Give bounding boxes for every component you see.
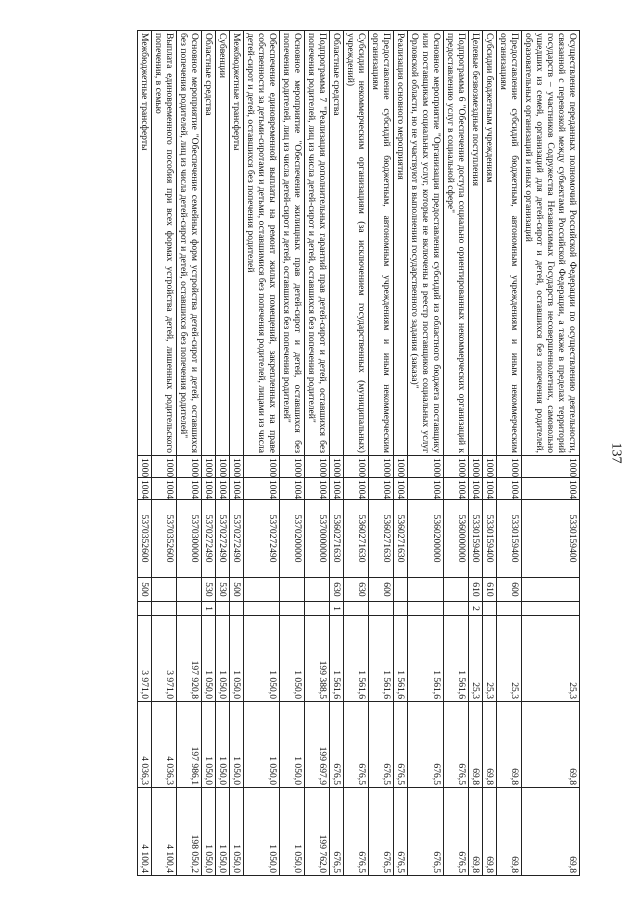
- subsection-code: 1004: [216, 478, 230, 500]
- amount-year-3: 676,5: [369, 788, 394, 876]
- row-name: Межбюджетные трансферты: [230, 31, 244, 456]
- target-article-code: 5360271630: [369, 500, 394, 578]
- expense-type-code: 500: [230, 578, 244, 602]
- table-row: [152, 31, 177, 876]
- target-article-code: 5330159400: [522, 500, 580, 578]
- source-code: [344, 602, 369, 616]
- amount-year-2: 69,8: [497, 702, 522, 788]
- rotated-table-container: [70, 30, 580, 875]
- target-article-code: 5370000000: [305, 500, 330, 578]
- target-article-code: 5330159400: [469, 500, 483, 578]
- target-article-code: 5360271630: [330, 500, 344, 578]
- section-code: 1000: [280, 456, 305, 478]
- table-row: [469, 31, 483, 876]
- subsection-code: 1004: [330, 478, 344, 500]
- expense-type-code: 630: [330, 578, 344, 602]
- expense-type-code: 530: [202, 578, 216, 602]
- amount-year-3: 4 100,4: [138, 788, 152, 876]
- subsection-code: 1004: [138, 478, 152, 500]
- expense-type-code: [522, 578, 580, 602]
- source-code: [152, 602, 177, 616]
- amount-year-3: 676,5: [330, 788, 344, 876]
- amount-year-1: 25,3: [469, 616, 483, 702]
- row-name: Межбюджетные трансферты: [138, 31, 152, 456]
- source-code: 2: [469, 602, 483, 616]
- section-code: 1000: [369, 456, 394, 478]
- amount-year-3: 1 050,0: [230, 788, 244, 876]
- source-code: 1: [330, 602, 344, 616]
- target-article-code: 5370272490: [202, 500, 216, 578]
- source-code: [230, 602, 244, 616]
- amount-year-3: 4 100,4: [152, 788, 177, 876]
- row-name: Субсидии бюджетным учреждениям: [483, 31, 497, 456]
- expense-type-code: 610: [483, 578, 497, 602]
- amount-year-1: 25,3: [497, 616, 522, 702]
- amount-year-3: 69,8: [469, 788, 483, 876]
- expense-type-code: 610: [469, 578, 483, 602]
- budget-table-body: [138, 31, 580, 876]
- amount-year-2: 4 036,3: [138, 702, 152, 788]
- amount-year-1: 1 561,6: [394, 616, 408, 702]
- subsection-code: 1004: [469, 478, 483, 500]
- table-row: [444, 31, 469, 876]
- row-name: Осуществление переданных полномочий Российской Федерации по осуществлению деятельности, связанной с перевозкой между субъектами Российской Федерации, а также в пределах территорий государств – участников Содружества Независимых Государств несовершеннолетних, самовольно ушедших из семей, организаций для детей-сирот и детей, оставшихся без попечения родителей, образовательных организаций и иных организаций: [522, 31, 580, 456]
- section-code: 1000: [138, 456, 152, 478]
- section-code: 1000: [305, 456, 330, 478]
- section-code: 1000: [230, 456, 244, 478]
- row-name: Реализация основного мероприятия: [394, 31, 408, 456]
- expense-type-code: [152, 578, 177, 602]
- budget-table: [137, 30, 580, 876]
- section-code: 1000: [522, 456, 580, 478]
- subsection-code: 1004: [152, 478, 177, 500]
- table-row: [216, 31, 230, 876]
- amount-year-1: 1 050,0: [280, 616, 305, 702]
- section-code: 1000: [216, 456, 230, 478]
- source-code: 1: [202, 602, 216, 616]
- amount-year-2: 197 986,1: [177, 702, 202, 788]
- expense-type-code: 600: [497, 578, 522, 602]
- amount-year-1: 3 971,0: [152, 616, 177, 702]
- table-row: [394, 31, 408, 876]
- table-row: [305, 31, 330, 876]
- target-article-code: 5370352600: [152, 500, 177, 578]
- source-code: [483, 602, 497, 616]
- source-code: [280, 602, 305, 616]
- table-row: [138, 31, 152, 876]
- amount-year-2: 1 050,0: [202, 702, 216, 788]
- amount-year-1: 1 561,6: [330, 616, 344, 702]
- amount-year-2: 199 697,9: [305, 702, 330, 788]
- target-article-code: 5370272490: [244, 500, 280, 578]
- section-code: 1000: [152, 456, 177, 478]
- source-code: [138, 602, 152, 616]
- amount-year-2: 676,5: [369, 702, 394, 788]
- source-code: [177, 602, 202, 616]
- amount-year-3: 1 050,0: [280, 788, 305, 876]
- amount-year-1: 1 050,0: [216, 616, 230, 702]
- amount-year-3: 1 050,0: [202, 788, 216, 876]
- table-row: [330, 31, 344, 876]
- row-name: Подпрограмма 7 "Реализация дополнительных гарантий прав детей-сирот и детей, оставшихся без попечения родителей, лиц из числа детей-сирот и детей, оставшихся без попечения родителей": [305, 31, 330, 456]
- source-code: [497, 602, 522, 616]
- section-code: 1000: [344, 456, 369, 478]
- table-row: [344, 31, 369, 876]
- row-name: Предоставление субсидий бюджетным, автономным учреждениям и иным некоммерческим организациям: [369, 31, 394, 456]
- amount-year-2: 1 050,0: [280, 702, 305, 788]
- expense-type-code: 630: [344, 578, 369, 602]
- row-name: Предоставление субсидий бюджетным, автономным учреждениям и иным некоммерческим организациям: [497, 31, 522, 456]
- amount-year-1: 1 050,0: [230, 616, 244, 702]
- table-row: [369, 31, 394, 876]
- expense-type-code: 600: [369, 578, 394, 602]
- expense-type-code: 530: [216, 578, 230, 602]
- page-number: 137: [608, 442, 624, 464]
- row-name: Основное мероприятие "Организация предоставления субсидий из областного бюджета поставщику или поставщикам социальных услуг, которые не включены в реестр поставщиков социальных услуг Орловской области, но не участвуют в выполнении государственного задания (заказа)": [408, 31, 444, 456]
- amount-year-2: 676,5: [444, 702, 469, 788]
- row-name: Областные средства: [330, 31, 344, 456]
- table-row: [230, 31, 244, 876]
- subsection-code: 1004: [444, 478, 469, 500]
- expense-type-code: 500: [138, 578, 152, 602]
- amount-year-3: 676,5: [394, 788, 408, 876]
- section-code: 1000: [330, 456, 344, 478]
- row-name: Основное мероприятие "Обеспечение жилищных прав детей-сирот и детей, оставшихся без попечения родителей, лиц из числа детей-сирот и детей, оставшихся без попечения родителей": [280, 31, 305, 456]
- row-name: Областные средства: [202, 31, 216, 456]
- subsection-code: 1004: [305, 478, 330, 500]
- expense-type-code: [394, 578, 408, 602]
- source-code: [522, 602, 580, 616]
- row-name: Субвенции: [216, 31, 230, 456]
- amount-year-2: 676,5: [394, 702, 408, 788]
- expense-type-code: [444, 578, 469, 602]
- expense-type-code: [305, 578, 330, 602]
- table-row: [483, 31, 497, 876]
- row-name: Выплата единовременного пособия при всех формах устройства детей, лишенных родительского попечения, в семью: [152, 31, 177, 456]
- table-row: [522, 31, 580, 876]
- amount-year-3: 1 050,0: [244, 788, 280, 876]
- amount-year-3: 1 050,0: [216, 788, 230, 876]
- subsection-code: 1004: [230, 478, 244, 500]
- section-code: 1000: [408, 456, 444, 478]
- target-article-code: 5360000000: [444, 500, 469, 578]
- source-code: [444, 602, 469, 616]
- section-code: 1000: [394, 456, 408, 478]
- row-name: Основное мероприятие "Обеспечение семейных форм устройства детей-сирот и детей, оставшихся без попечения родителей, лиц из числа детей-сирот и детей, оставшихся без попечения родителей": [177, 31, 202, 456]
- target-article-code: 5360271630: [394, 500, 408, 578]
- amount-year-1: 25,3: [522, 616, 580, 702]
- target-article-code: 5370272490: [216, 500, 230, 578]
- amount-year-1: 1 561,6: [344, 616, 369, 702]
- target-article-code: 5370200000: [280, 500, 305, 578]
- amount-year-1: 199 388,5: [305, 616, 330, 702]
- subsection-code: 1004: [522, 478, 580, 500]
- amount-year-1: 197 920,8: [177, 616, 202, 702]
- subsection-code: 1004: [394, 478, 408, 500]
- source-code: [305, 602, 330, 616]
- section-code: 1000: [202, 456, 216, 478]
- table-row: [202, 31, 216, 876]
- expense-type-code: [408, 578, 444, 602]
- section-code: 1000: [497, 456, 522, 478]
- row-name: Обеспечение единовременной выплаты на ремонт жилых помещений, закрепленных на праве собственности за детьми-сиротами и детьми, оставшимися без попечения родителей, лицами из числа детей-сирот и детей, оставшихся без попечения родителей: [244, 31, 280, 456]
- subsection-code: 1004: [497, 478, 522, 500]
- subsection-code: 1004: [177, 478, 202, 500]
- subsection-code: 1004: [408, 478, 444, 500]
- amount-year-3: 676,5: [408, 788, 444, 876]
- amount-year-3: 676,5: [444, 788, 469, 876]
- amount-year-2: 676,5: [408, 702, 444, 788]
- target-article-code: 5330159400: [497, 500, 522, 578]
- table-row: [497, 31, 522, 876]
- amount-year-2: 676,5: [344, 702, 369, 788]
- section-code: 1000: [177, 456, 202, 478]
- amount-year-3: 69,8: [497, 788, 522, 876]
- target-article-code: 5370300000: [177, 500, 202, 578]
- section-code: 1000: [483, 456, 497, 478]
- amount-year-1: 1 050,0: [244, 616, 280, 702]
- subsection-code: 1004: [244, 478, 280, 500]
- table-row: [244, 31, 280, 876]
- source-code: [369, 602, 394, 616]
- amount-year-3: 69,8: [483, 788, 497, 876]
- amount-year-1: 25,3: [483, 616, 497, 702]
- table-row: [280, 31, 305, 876]
- amount-year-1: 1 050,0: [202, 616, 216, 702]
- amount-year-1: 3 971,0: [138, 616, 152, 702]
- amount-year-2: 676,5: [330, 702, 344, 788]
- amount-year-1: 1 561,6: [444, 616, 469, 702]
- source-code: [216, 602, 230, 616]
- amount-year-2: 69,8: [522, 702, 580, 788]
- amount-year-3: 199 762,0: [305, 788, 330, 876]
- row-name: Субсидии некоммерческим организациям (за исключением государственных (муниципальных) учреждений): [344, 31, 369, 456]
- target-article-code: 5360200000: [408, 500, 444, 578]
- subsection-code: 1004: [202, 478, 216, 500]
- section-code: 1000: [469, 456, 483, 478]
- subsection-code: 1004: [483, 478, 497, 500]
- target-article-code: 5370352600: [138, 500, 152, 578]
- amount-year-2: 1 050,0: [216, 702, 230, 788]
- amount-year-1: 1 561,6: [369, 616, 394, 702]
- expense-type-code: [177, 578, 202, 602]
- table-row: [177, 31, 202, 876]
- expense-type-code: [244, 578, 280, 602]
- amount-year-2: 69,8: [483, 702, 497, 788]
- subsection-code: 1004: [280, 478, 305, 500]
- target-article-code: 5330159400: [483, 500, 497, 578]
- amount-year-2: 1 050,0: [244, 702, 280, 788]
- amount-year-3: 676,5: [344, 788, 369, 876]
- expense-type-code: [280, 578, 305, 602]
- amount-year-3: 69,8: [522, 788, 580, 876]
- amount-year-3: 198 050,2: [177, 788, 202, 876]
- target-article-code: 5370272490: [230, 500, 244, 578]
- section-code: 1000: [444, 456, 469, 478]
- target-article-code: 5360271630: [344, 500, 369, 578]
- section-code: 1000: [244, 456, 280, 478]
- table-row: [408, 31, 444, 876]
- subsection-code: 1004: [369, 478, 394, 500]
- source-code: [394, 602, 408, 616]
- amount-year-2: 69,8: [469, 702, 483, 788]
- row-name: Целевые безвозмездные поступления: [469, 31, 483, 456]
- amount-year-1: 1 561,6: [408, 616, 444, 702]
- source-code: [244, 602, 280, 616]
- subsection-code: 1004: [344, 478, 369, 500]
- row-name: Подпрограмма 6 "Обеспечение доступа социально ориентированных некоммерческих организаций к предоставлению услуг в социальной сфере": [444, 31, 469, 456]
- amount-year-2: 4 036,3: [152, 702, 177, 788]
- source-code: [408, 602, 444, 616]
- amount-year-2: 1 050,0: [230, 702, 244, 788]
